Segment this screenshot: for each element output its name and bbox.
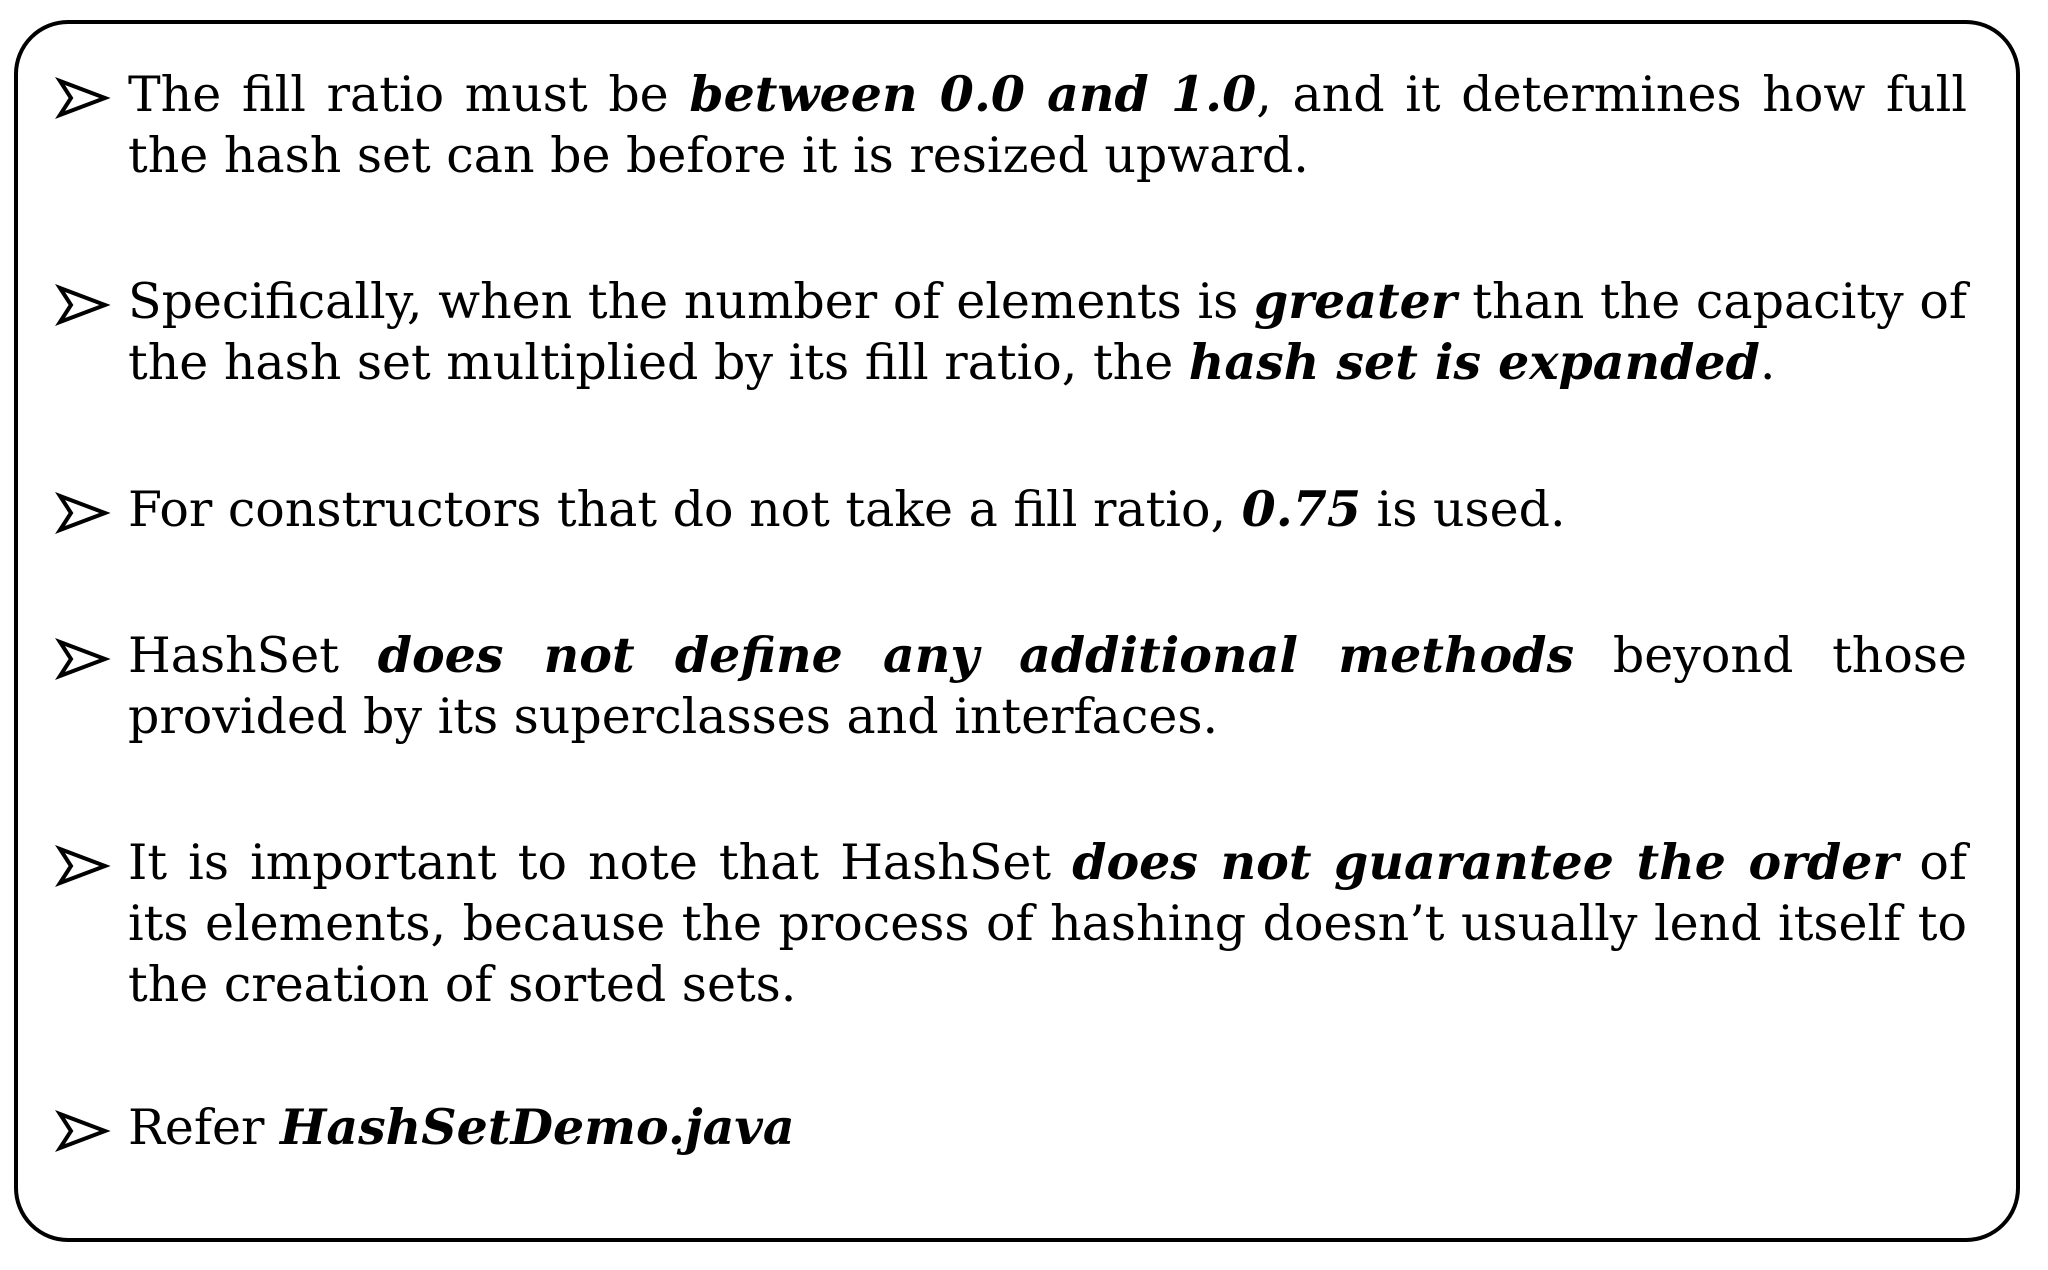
arrowhead-bullet-icon [54, 279, 112, 331]
arrowhead-bullet-icon [54, 1105, 112, 1157]
bullet-text-segment: is used. [1360, 481, 1566, 538]
emphasized-text: 0.75 [1241, 480, 1361, 538]
emphasized-text: does not guarantee the order [1072, 833, 1899, 891]
bullet-text [128, 625, 1967, 747]
bullet-text [128, 271, 1967, 393]
bullet-text-segment: of its elements, because the process of hashing doesn’t usually lend itself to the creation of sorted sets. [128, 834, 1967, 1013]
arrowhead-bullet-icon [54, 840, 112, 892]
bullet-text-segment: Refer [128, 1099, 281, 1156]
emphasized-text: between 0.0 and 1.0 [689, 65, 1257, 123]
arrowhead-bullet-icon [54, 72, 112, 124]
emphasized-text: does not define any additional methods [377, 626, 1575, 684]
emphasized-text: greater [1253, 272, 1457, 330]
bullet-text [128, 832, 1967, 1015]
bullet-text [128, 479, 1967, 540]
bullet-text-segment: , and it determines how full the hash set can be before it is resized upward. [128, 66, 1967, 184]
bullet-text-segment: beyond those provided by its superclasses and interfaces. [128, 627, 1967, 745]
emphasized-text: HashSetDemo.java [280, 1098, 795, 1156]
bullet-text [128, 1097, 1967, 1158]
bullet-text-segment: . [1759, 334, 1776, 391]
bullet-text-segment: HashSet [128, 627, 378, 684]
bullet-text-segment: than the capacity of the hash set multiplied by its fill ratio, the [128, 273, 1967, 391]
bullet-text-segment: Specifically, when the number of elements is [128, 273, 1254, 330]
bullet-text-segment: The fill ratio must be [128, 66, 690, 123]
arrowhead-bullet-icon [54, 633, 112, 685]
bullet-text-segment: It is important to note that HashSet [128, 834, 1073, 891]
emphasized-text: hash set is expanded [1188, 333, 1760, 391]
bullet-text-segment: For constructors that do not take a fill ratio, [128, 481, 1242, 538]
bullet-text [128, 64, 1967, 186]
arrowhead-bullet-icon [54, 487, 112, 539]
